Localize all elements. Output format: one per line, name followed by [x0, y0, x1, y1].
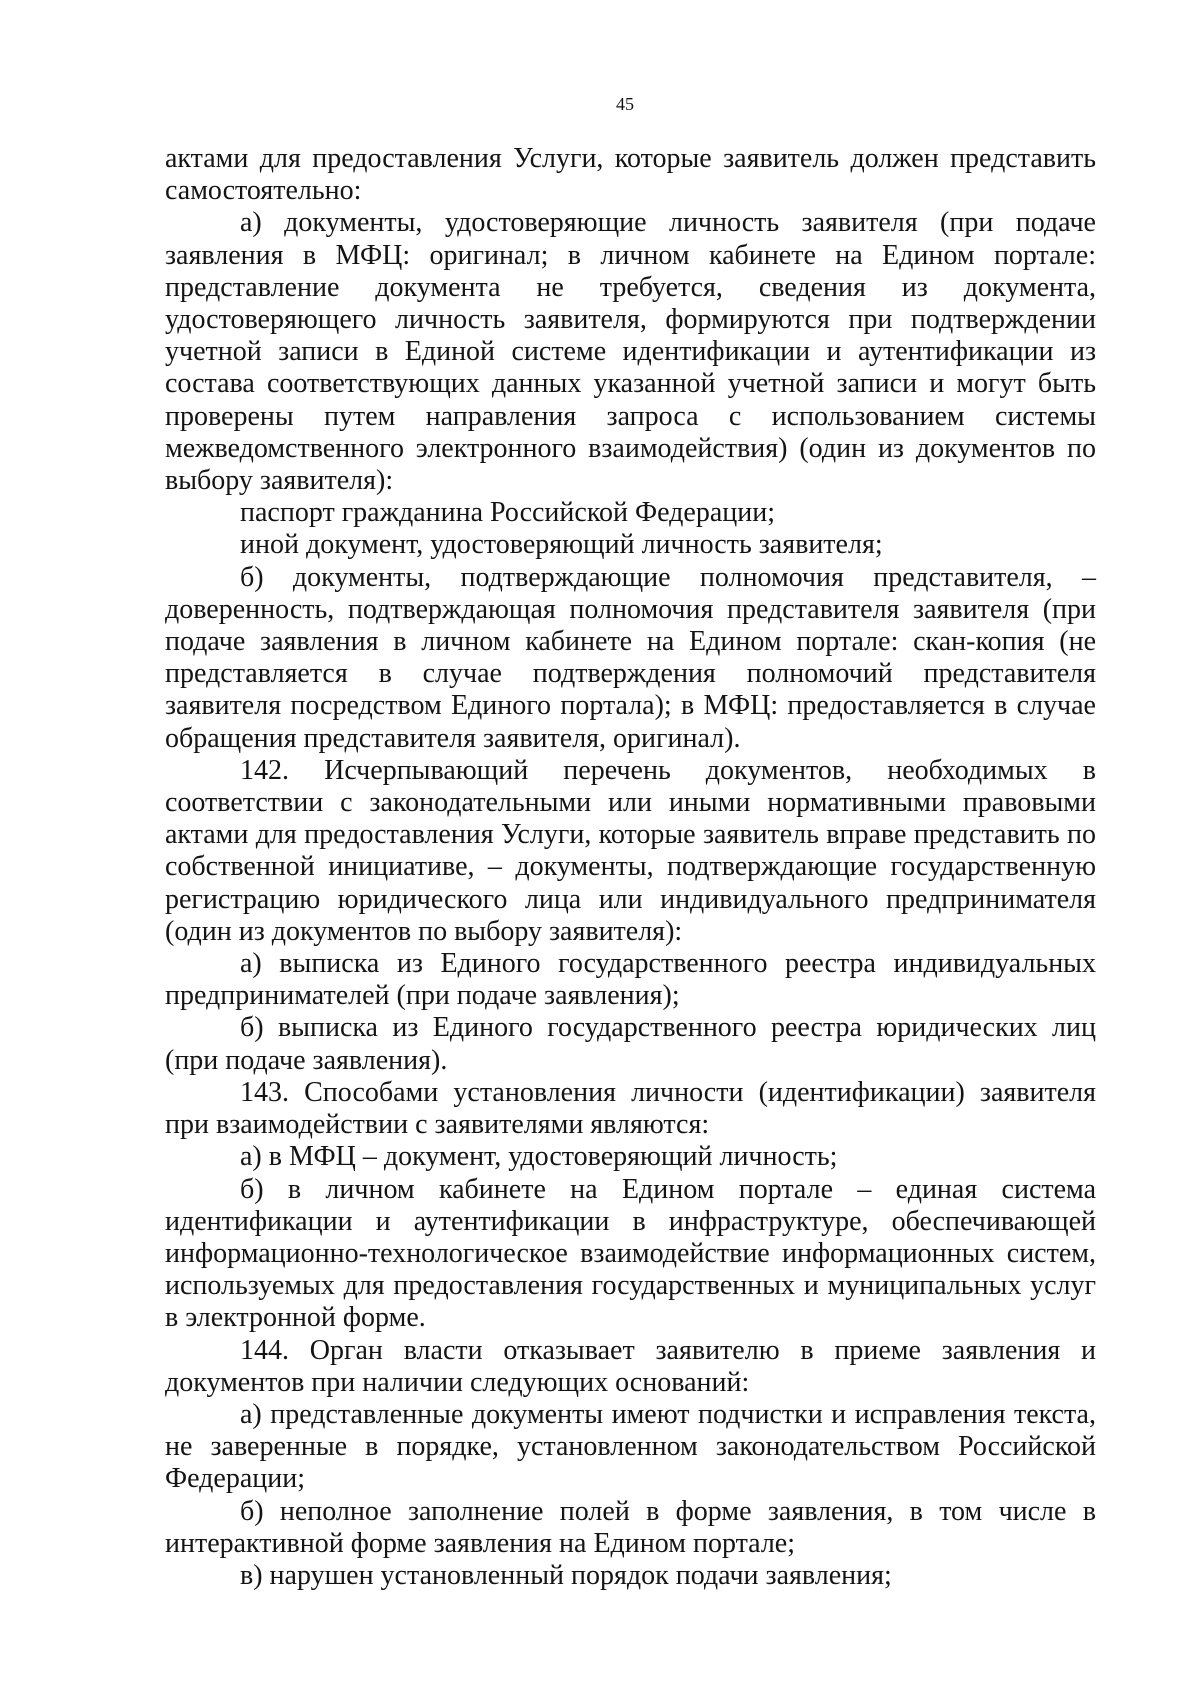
paragraph-passport: паспорт гражданина Российской Федерации;: [240, 497, 776, 529]
paragraph-clause-142: 142. Исчерпывающий перечень документов, необходимых в соответствии с законодательными или иными нормативными правовыми актами для предоставления Услуги, которые заявитель вправе представить по собственной инициативе, – документы, подтверждающие государственную регистрацию юридического лица или индивидуального предпринимателя (один из документов по выбору заявителя):: [165, 754, 1096, 947]
paragraph-143-item-a: а) в МФЦ – документ, удостоверяющий личность;: [240, 1141, 838, 1173]
paragraph-item-a-identity-documents: а) документы, удостоверяющие личность заявителя (при подаче заявления в МФЦ: оригинал; в личном кабинете на Едином портале: представление документа не требуется, сведения из документа, удостоверяющего личность заявителя, формируются при подтверждении учетной записи в Единой системе идентификации и аутентификации из состава соответствующих данных указанной учетной записи и могут быть проверены путем направления запроса с использованием системы межведомственного электронного взаимодействия) (один из документов по выбору заявителя):: [165, 207, 1096, 497]
paragraph-clause-144: 144. Орган власти отказывает заявителю в приеме заявления и документов при наличии следующих оснований:: [165, 1334, 1096, 1398]
paragraph-item-b-representative-authority: б) документы, подтверждающие полномочия представителя, – доверенность, подтверждающая полномочия представителя заявителя (при подаче заявления в личном кабинете на Едином портале: скан-копия (не представляется в случае подтверждения полномочий представителя заявителя посредством Единого портала); в МФЦ: предоставляется в случае обращения представителя заявителя, оригинал).: [165, 561, 1096, 754]
paragraph-clause-143: 143. Способами установления личности (идентификации) заявителя при взаимодействии с заявителями являются:: [165, 1076, 1096, 1141]
paragraph-143-item-b: б) в личном кабинете на Едином портале – единая система идентификации и аутентификации в инфраструктуре, обеспечивающей информационно-технологическое взаимодействие информационных систем, используемых для предоставления государственных и муниципальных услуг в электронной форме.: [165, 1173, 1096, 1334]
page-number: 45: [616, 94, 634, 114]
paragraph-144-item-c: в) нарушен установленный порядок подачи заявления;: [240, 1559, 892, 1591]
paragraph-142-item-a: а) выписка из Единого государственного реестра индивидуальных предпринимателей (при подаче заявления);: [165, 948, 1096, 1012]
paragraph-144-item-a: а) представленные документы имеют подчистки и исправления текста, не заверенные в порядке, установленном законодательством Российской Федерации;: [165, 1398, 1096, 1495]
document-body: [165, 143, 1096, 1592]
paragraph-142-item-b: б) выписка из Единого государственного реестра юридических лиц (при подаче заявления).: [165, 1012, 1096, 1076]
paragraph-other-id-document: иной документ, удостоверяющий личность заявителя;: [240, 529, 883, 561]
paragraph-144-item-b: б) неполное заполнение полей в форме заявления, в том числе в интерактивной форме заявления на Едином портале;: [165, 1495, 1096, 1559]
paragraph-continuation: актами для предоставления Услуги, которые заявитель должен представить самостоятельно:: [165, 143, 1096, 207]
